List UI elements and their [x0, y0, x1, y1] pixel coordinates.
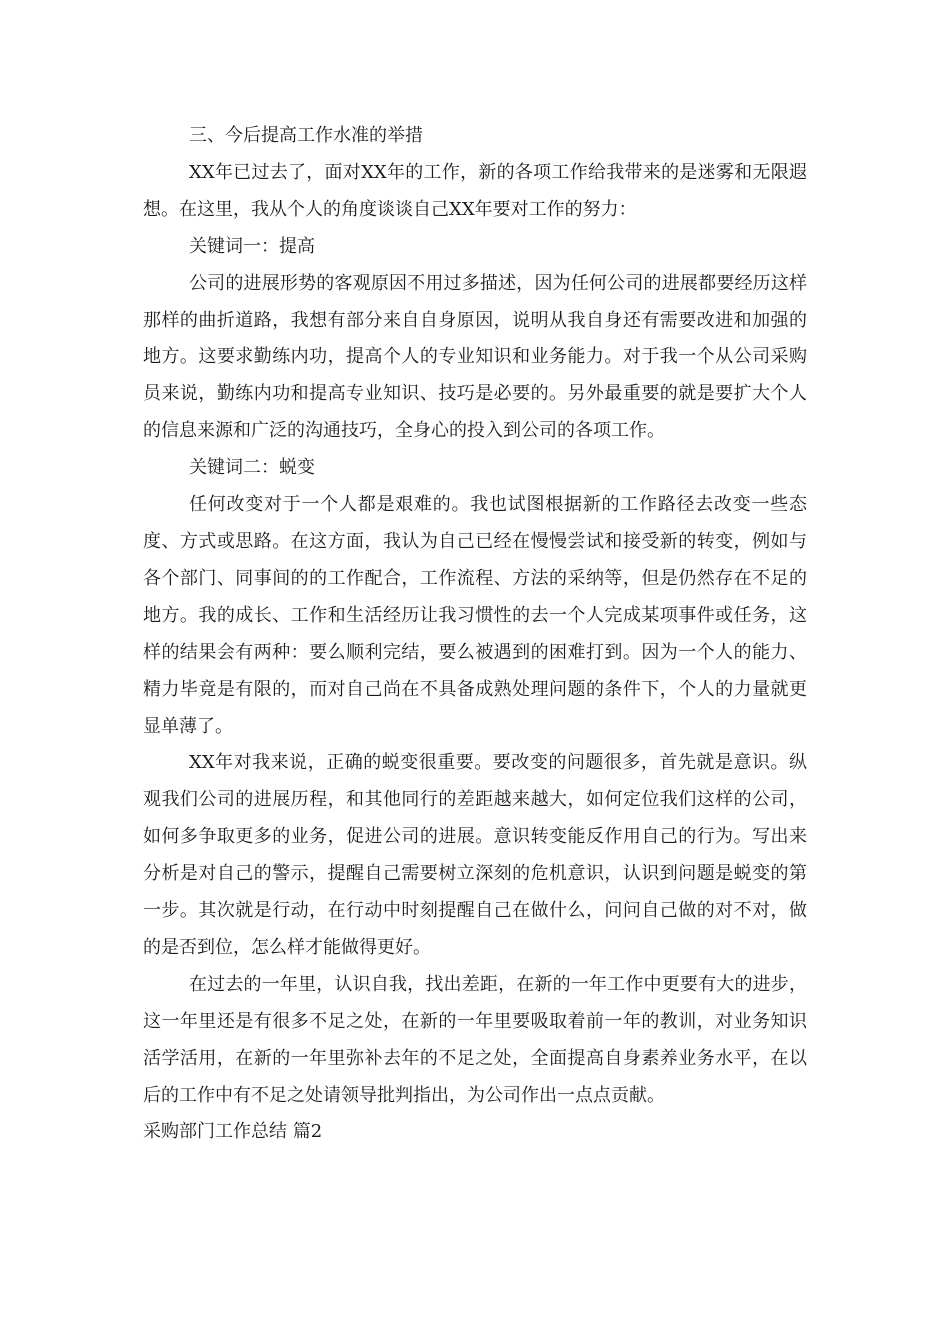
keyword-two-heading: 关键词二：蜕变 [189, 457, 315, 479]
keyword-one-heading: 关键词一：提高 [189, 235, 315, 257]
next-article-title: 采购部门工作总结 篇2 [143, 1121, 323, 1143]
transformation-paragraph: XX年对我来说，正确的蜕变很重要。要改变的问题很多，首先就是意识。纵观我们公司的进展历程，和其他同行的差距越来越大，如何定位我们这样的公司，如何多争取更多的业务，促进公司的进展。意识转变能反作用自己的行为。写出来分析是对自己的警示，提醒自己需要树立深刻的危机意识，认识到问题是蜕变的第一步。其次就是行动，在行动中时刻提醒自己在做什么，问问自己做的对不对，做的是否到位，怎么样才能做得更好。 [143, 752, 807, 958]
document-body [143, 118, 807, 1151]
keyword-two-paragraph: 任何改变对于一个人都是艰难的。我也试图根据新的工作路径去改变一些态度、方式或思路。在这方面，我认为自己已经在慢慢尝试和接受新的转变，例如与各个部门、同事间的的工作配合，工作流程、方法的采纳等，但是仍然存在不足的地方。我的成长、工作和生活经历让我习惯性的去一个人完成某项事件或任务，这样的结果会有两种：要么顺利完结，要么被遇到的困难打到。因为一个人的能力、精力毕竟是有限的，而对自己尚在不具备成熟处理问题的条件下，个人的力量就更显单薄了。 [143, 494, 807, 737]
intro-paragraph: XX年已过去了，面对XX年的工作，新的各项工作给我带来的是迷雾和无限遐想。在这里，我从个人的角度谈谈自己XX年要对工作的努力： [143, 161, 807, 220]
keyword-one-paragraph: 公司的进展形势的客观原因不用过多描述，因为任何公司的进展都要经历这样那样的曲折道路，我想有部分来自自身原因，说明从我自身还有需要改进和加强的地方。这要求勤练内功，提高个人的专业知识和业务能力。对于我一个从公司采购员来说，勤练内功和提高专业知识、技巧是必要的。另外最重要的就是要扩大个人的信息来源和广泛的沟通技巧，全身心的投入到公司的各项工作。 [143, 272, 807, 442]
section-heading: 三、今后提高工作水准的举措 [189, 125, 423, 146]
closing-paragraph: 在过去的一年里，认识自我，找出差距，在新的一年工作中更要有大的进步，这一年里还是有很多不足之处，在新的一年里要吸取着前一年的教训，对业务知识活学活用，在新的一年里弥补去年的不足之处，全面提高自身素养业务水平，在以后的工作中有不足之处请领导批判指出，为公司作出一点点贡献。 [143, 973, 807, 1106]
